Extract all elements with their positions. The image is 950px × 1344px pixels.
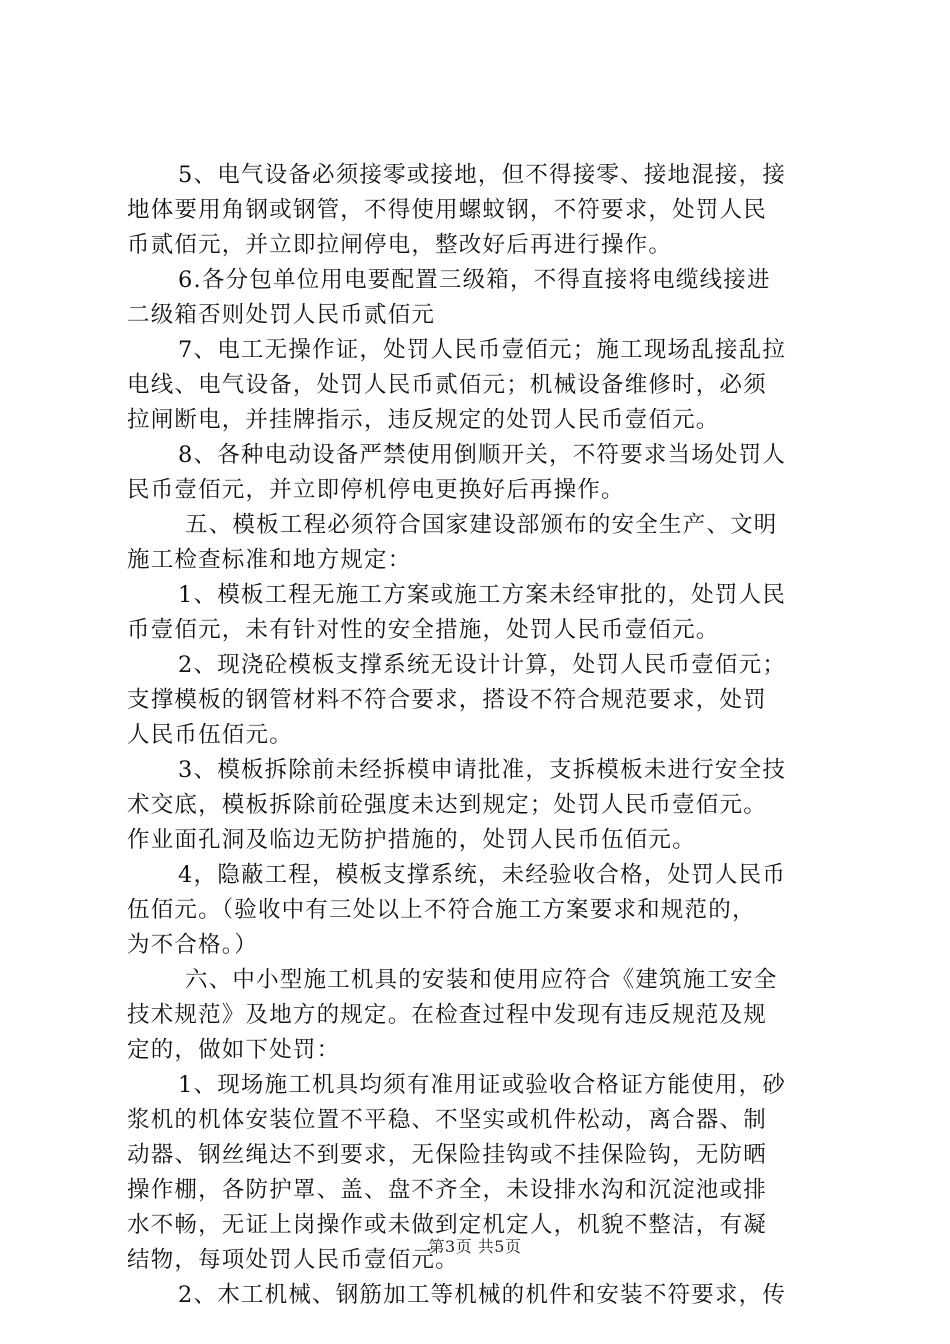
paragraph-line: 浆机的机体安装位置不平稳、不坚实或机件松动，离合器、制 [127,1107,767,1133]
paragraph-first-line: 六、中小型施工机具的安装和使用应符合《建筑施工安全 [185,967,778,993]
paragraph-first-line: 5、电气设备必须接零或接地，但不得接零、接地混接，接 [178,162,787,188]
paragraph-line: 支撑模板的钢管材料不符合要求，搭设不符合规范要求，处罚 [127,687,767,713]
paragraph [127,753,827,858]
paragraph [127,648,827,753]
paragraph [127,963,827,1068]
paragraph [127,578,827,648]
paragraph-first-line: 3、模板拆除前未经拆模申请批准，支拆模板未进行安全技 [178,757,787,783]
paragraph-line: 操作棚，各防护罩、盖、盘不齐全，未设排水沟和沉淀池或排 [127,1177,767,1203]
paragraph-first-line: 2、现浇砼模板支撑系统无设计计算，处罚人民币壹佰元； [178,652,787,678]
paragraph-line: 术交底，模板拆除前砼强度未达到规定；处罚人民币壹佰元。 [127,792,767,818]
paragraph [127,263,827,333]
paragraph-first-line: 4，隐蔽工程，模板支撑系统，未经验收合格，处罚人民币 [178,862,787,888]
paragraph-line: 作业面孔洞及临边无防护措施的，处罚人民币伍佰元。 [127,827,696,853]
paragraph-first-line: 1、现场施工机具均须有准用证或验收合格证方能使用，砂 [178,1072,787,1098]
page-footer: 第3页 共5页 [428,1237,522,1256]
paragraph-first-line: 8、各种电动设备严禁使用倒顺开关，不符要求当场处罚人 [178,442,787,468]
paragraph-line: 伍佰元。（验收中有三处以上不符合施工方案要求和规范的， [127,897,756,923]
paragraph-line: 动器、钢丝绳达不到要求，无保险挂钩或不挂保险钩，无防晒 [127,1142,767,1168]
paragraph-line: 币贰佰元，并立即拉闸停电，整改好后再进行操作。 [127,232,673,258]
paragraph-first-line: 1、模板工程无施工方案或施工方案未经审批的，处罚人民 [178,582,787,608]
paragraph-line: 为不合格。） [127,932,258,958]
paragraph [127,438,827,508]
document-body [127,158,827,1313]
paragraph [127,508,827,578]
paragraph-line: 水不畅，无证上岗操作或未做到定机定人，机貌不整洁，有凝 [127,1212,767,1238]
paragraph-line: 技术规范》及地方的规定。在检查过程中发现有违反规范及规 [127,1002,767,1028]
paragraph-line: 人民币伍佰元。 [127,722,293,748]
paragraph [127,333,827,438]
paragraph-line: 定的，做如下处罚： [127,1037,341,1063]
paragraph-first-line: 2、木工机械、钢筋加工等机械的机件和安装不符要求，传 [178,1282,787,1308]
paragraph [127,858,827,963]
paragraph-line: 拉闸断电，并挂牌指示，违反规定的处罚人民币壹佰元。 [127,407,720,433]
paragraph-line: 民币壹佰元，并立即停机停电更换好后再操作。 [127,477,625,503]
paragraph [127,1278,827,1313]
paragraph-first-line: 五、模板工程必须符合国家建设部颁布的安全生产、文明 [185,512,778,538]
paragraph-line: 结物，每项处罚人民币壹佰元。 [127,1247,459,1273]
paragraph-line: 二级箱否则处罚人民币贰佰元 [127,302,436,328]
paragraph-first-line: 6.各分包单位用电要配置三级箱，不得直接将电缆线接进 [178,267,771,293]
paragraph-line: 电线、电气设备，处罚人民币贰佰元；机械设备维修时，必须 [127,372,767,398]
paragraph [127,158,827,263]
paragraph-line: 施工检查标准和地方规定： [127,547,412,573]
paragraph-line: 币壹佰元，未有针对性的安全措施，处罚人民币壹佰元。 [127,617,720,643]
paragraph-line: 地体要用角钢或钢管，不得使用螺蚊钢，不符要求，处罚人民 [127,197,767,223]
paragraph-first-line: 7、电工无操作证，处罚人民币壹佰元；施工现场乱接乱拉 [178,337,787,363]
